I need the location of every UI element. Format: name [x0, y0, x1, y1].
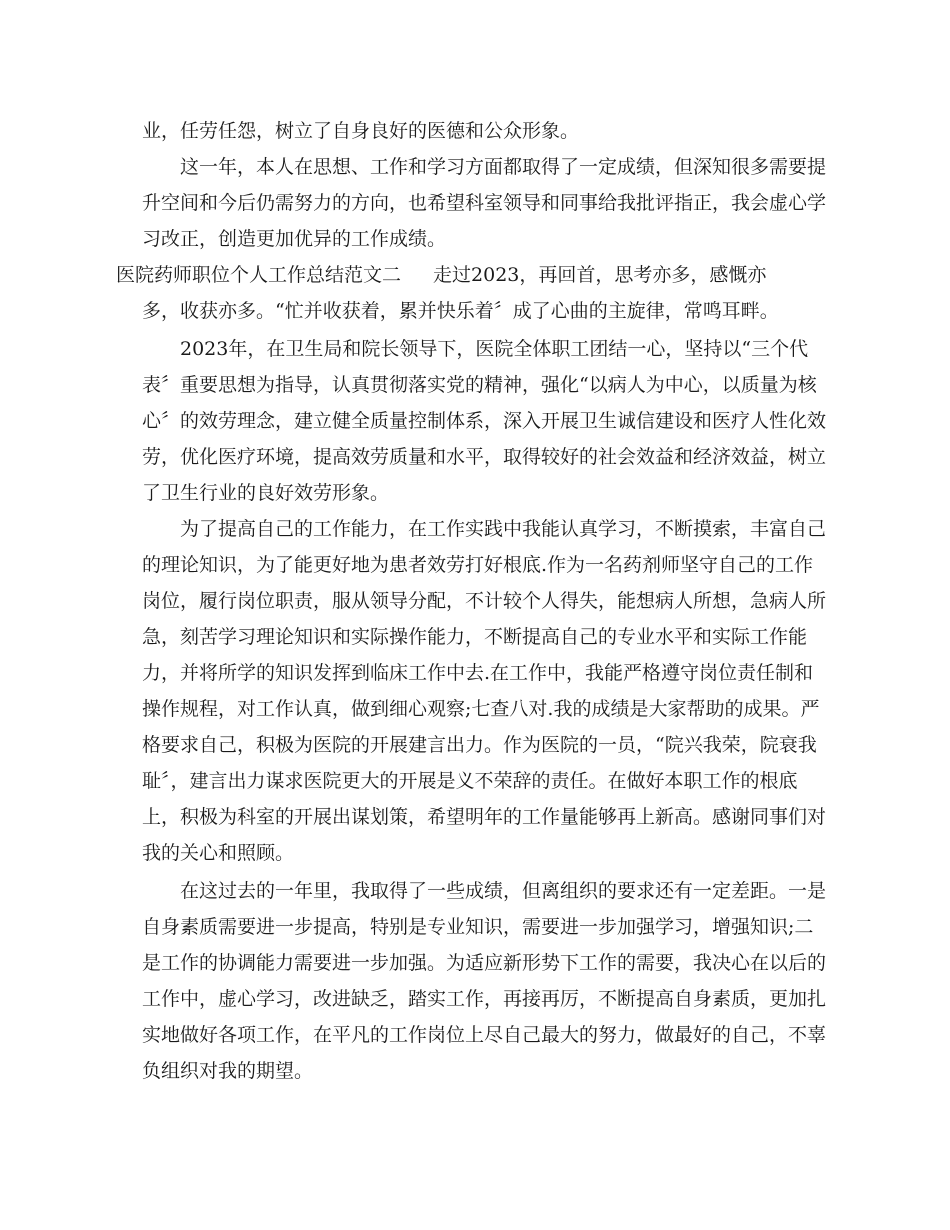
text-line: 这一年，本人在思想、工作和学习方面都取得了一定成绩，但深知很多需要提	[180, 156, 827, 178]
text-line: 耻〞，建言出力谋求医院更大的开展是义不荣辞的责任。在做好本职工作的根底	[142, 770, 798, 792]
text-line: 习改正，创造更加优异的工作成绩。	[142, 228, 447, 250]
text-line: 2023年，在卫生局和院长领导下，医院全体职工团结一心，坚持以“三个代	[180, 338, 809, 360]
text-line: 实地做好各项工作，在平凡的工作岗位上尽自己最大的努力，做最好的自己，不辜	[142, 1024, 827, 1046]
paragraph-self-assessment	[142, 149, 827, 257]
text-line: 业，任劳任怨，树立了自身良好的医德和公众形象。	[142, 120, 580, 142]
section-title: 医院药师职位个人工作总结范文二	[116, 264, 402, 286]
text-line: 了卫生行业的良好效劳形象。	[142, 482, 390, 504]
text-line: 在这过去的一年里，我取得了一些成绩，但离组织的要求还有一定差距。一是	[180, 880, 827, 902]
text-line: 我的关心和照顾。	[142, 842, 295, 864]
text-line: 上，积极为科室的开展出谋划策，希望明年的工作量能够再上新高。感谢同事们对	[142, 806, 827, 828]
section-heading-block	[116, 257, 826, 293]
text-line: 急，刻苦学习理论知识和实际操作能力，不断提高自己的专业水平和实际工作能	[142, 626, 808, 648]
heading-continuation	[142, 293, 822, 329]
text-line: 负组织对我的期望。	[142, 1060, 314, 1082]
text-line: 工作中，虚心学习，改进缺乏，踏实工作，再接再厉，不断提高自身素质，更加扎	[142, 988, 827, 1010]
heading-lead-text: 走过2023，再回首，思考亦多，感慨亦	[433, 264, 767, 286]
text-line: 岗位，履行岗位职责，服从领导分配，不计较个人得失，能想病人所想，急病人所	[142, 590, 827, 612]
paragraph-work-ability	[142, 511, 827, 871]
text-line: 多，收获亦多。“忙并收获着，累并快乐着〞成了心曲的主旋律，常鸣耳畔。	[142, 300, 779, 322]
text-line: 自身素质需要进一步提高，特别是专业知识，需要进一步加强学习，增强知识;二	[142, 916, 814, 938]
paragraph-continuation	[142, 113, 822, 149]
paragraph-hospital-overview	[142, 331, 827, 511]
paragraph-shortcomings	[142, 873, 827, 1089]
text-line: 的理论知识，为了能更好地为患者效劳打好根底.作为一名药剂师坚守自己的工作	[142, 554, 814, 576]
text-line: 是工作的协调能力需要进一步加强。为适应新形势下工作的需要，我决心在以后的	[142, 952, 827, 974]
heading-line	[116, 257, 826, 293]
text-line: 力，并将所学的知识发挥到临床工作中去.在工作中，我能严格遵守岗位责任制和	[142, 662, 814, 684]
text-line: 心〞的效劳理念，建立健全质量控制体系，深入开展卫生诚信建设和医疗人性化效	[142, 410, 827, 432]
text-line: 操作规程，对工作认真，做到细心观察;七查八对.我的成绩是大家帮助的成果。严	[142, 698, 820, 720]
text-line: 劳，优化医疗环境，提高效劳质量和水平，取得较好的社会效益和经济效益，树立	[142, 446, 827, 468]
text-line: 升空间和今后仍需努力的方向，也希望科室领导和同事给我批评指正，我会虚心学	[142, 192, 827, 214]
text-line: 为了提高自己的工作能力，在工作实践中我能认真学习，不断摸索，丰富自己	[180, 518, 827, 540]
text-line: 格要求自己，积极为医院的开展建言出力。作为医院的一员，“院兴我荣，院衰我	[142, 734, 817, 756]
text-line: 表〞重要思想为指导，认真贯彻落实党的精神，强化“以病人为中心，以质量为核	[142, 374, 817, 396]
